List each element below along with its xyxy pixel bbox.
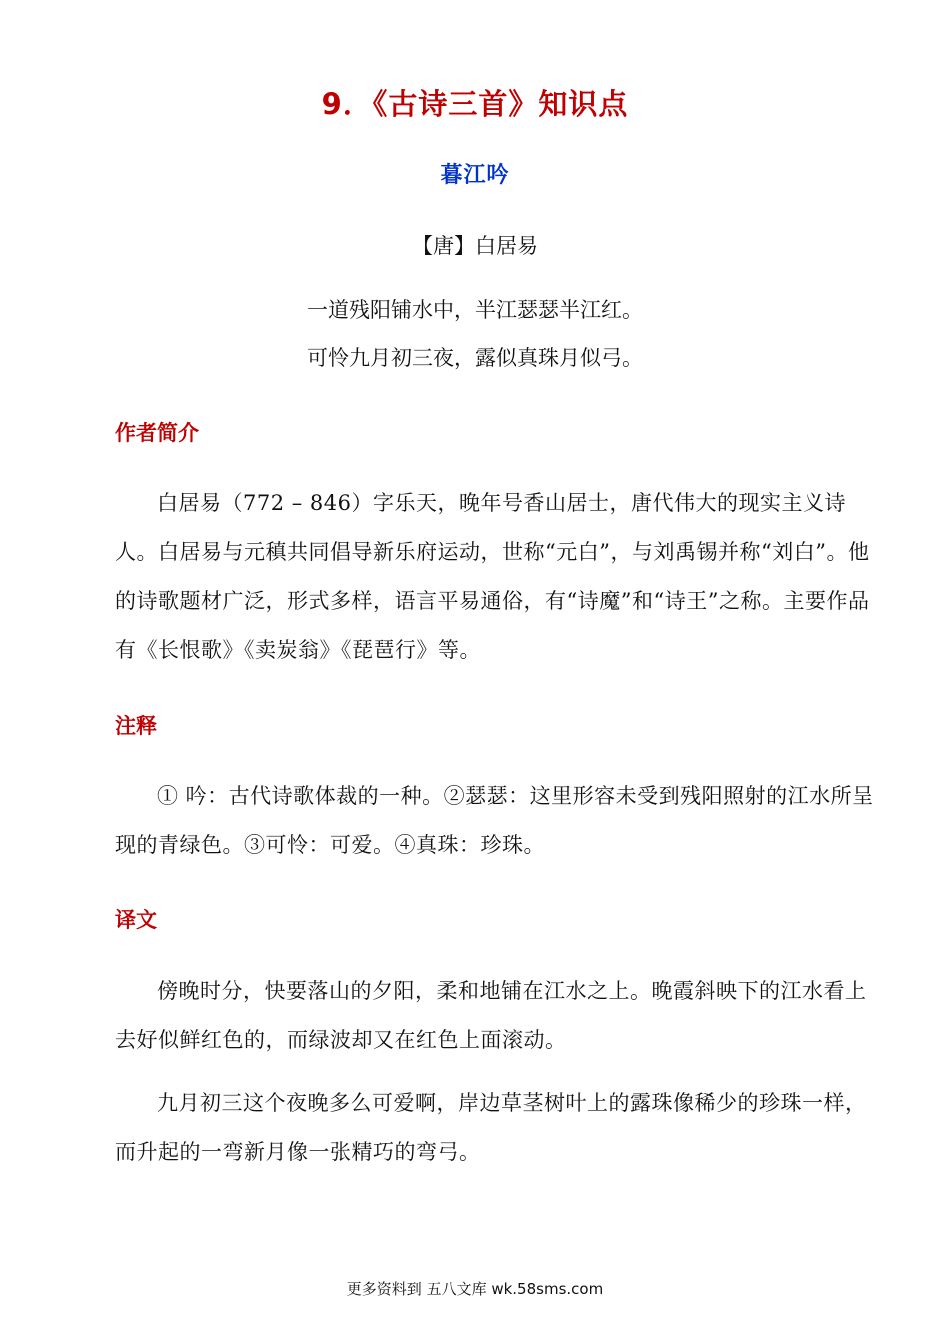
translation-paragraph: 傍晚时分，快要落山的夕阳，柔和地铺在江水之上。晚霞斜映下的江水看上去好似鲜红色的，而绿波却又在红色上面滚动。 xyxy=(115,979,867,1052)
section-heading-translation: 译文 xyxy=(115,908,157,932)
section-heading-notes: 注释 xyxy=(115,714,157,738)
notes-paragraph: ① 吟：古代诗歌体裁的一种。②瑟瑟：这里形容未受到残阳照射的江水所呈现的青绿色。③可怜：可爱。④真珠：珍珠。 xyxy=(115,784,874,857)
document-title: 9．《古诗三首》知识点 xyxy=(321,87,629,121)
footer-link[interactable]: 更多资料到 五八文库 wk.58sms.com xyxy=(346,1280,604,1298)
poem-author: 【唐】白居易 xyxy=(412,234,538,258)
translation-paragraph: 九月初三这个夜晚多么可爱啊，岸边草茎树叶上的露珠像稀少的珍珠一样，而升起的一弯新月像一张精巧的弯弓。 xyxy=(115,1091,867,1164)
poem-line: 一道残阳铺水中，半江瑟瑟半江红。 xyxy=(307,298,643,322)
author-intro-paragraph: 白居易（772 – 846）字乐天，晚年号香山居士，唐代伟大的现实主义诗人。白居易与元稹共同倡导新乐府运动，世称“元白”，与刘禹锡并称“刘白”。他的诗歌题材广泛，形式多样，语言平易通俗，有“诗魔”和“诗王”之称。主要作品有《长恨歌》《卖炭翁》《琵琶行》等。 xyxy=(115,491,870,662)
poem-title: 暮江吟 xyxy=(440,163,510,188)
poem-line: 可怜九月初三夜，露似真珠月似弓。 xyxy=(307,346,643,370)
section-heading-author-intro: 作者简介 xyxy=(115,421,199,445)
